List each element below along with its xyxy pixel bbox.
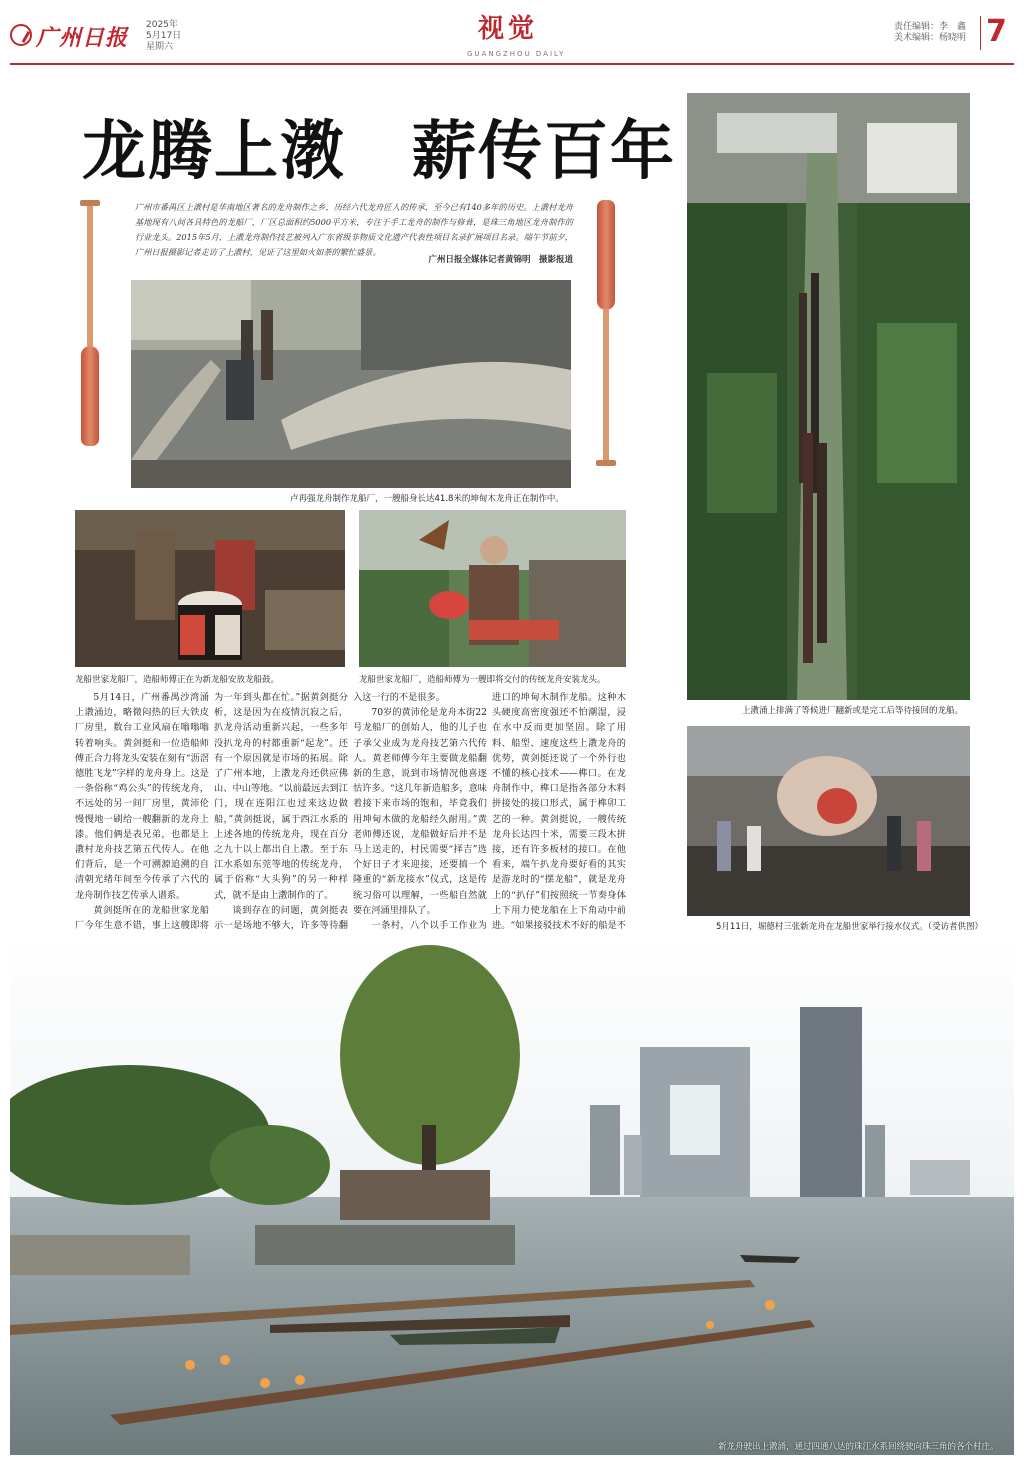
caption-photo-river: 新龙舟驶出上漖涌，通过四通八达的珠江水系回绕驶向珠三角的各个村庄。 bbox=[718, 1442, 999, 1452]
photo-aerial-creek bbox=[687, 93, 970, 700]
caption-photo-dragon-head: 龙船世家龙船厂，造船师傅为一艘即将交付的传统龙舟安装龙头。 bbox=[359, 675, 606, 685]
paddle-left-icon bbox=[78, 200, 102, 446]
page-header bbox=[0, 0, 1024, 64]
header-rule bbox=[10, 63, 1014, 65]
byline: 广州日报全媒体记者黄锦明 摄影报道 bbox=[428, 255, 573, 265]
body-column-1: 5月14日，广州番禺沙湾涌上漖涌边，略微闷热的巨大铁皮厂房里，数台工业风扇在嗡嗡嗡转着响头。黄剑挺和一位造船师傅正合力将龙头安装在刻有“沥滘德胜飞龙”字样的龙舟身上。这是一条俗称“鸡公头”的传统龙舟，不远处的另一间厂房里，黄沛伦慢慢地一刷给一艘翻新的龙舟上漆。他们俩是表兄弟，也都是上漖村龙舟技艺第五代传人。在他们背后，是一个可溯源追溯的自清朝光绪年间至今传承了六代的龙舟制作技艺传承人谱系。 黄剑挺所在的龙船世家龙船厂今年生意不错，事上这艘即将 bbox=[75, 692, 209, 932]
newspaper-logo: 广州日报 bbox=[36, 25, 129, 51]
headline: 龙腾上漖 薪传百年 bbox=[82, 114, 676, 189]
paddle-right-icon bbox=[594, 200, 618, 466]
photo-ceremony bbox=[687, 726, 970, 916]
photo-river-panorama bbox=[10, 935, 1014, 1455]
header-divider bbox=[980, 16, 981, 50]
page-number: 7 bbox=[986, 14, 1007, 49]
photo-workshop bbox=[131, 280, 571, 488]
caption-photo-workshop: 卢再强龙舟制作龙船厂，一艘船身长达41.8米的坤甸木龙舟正在制作中。 bbox=[290, 494, 564, 504]
caption-photo-ceremony: 5月11日，堀德村三张新龙舟在龙船世家举行接水仪式。（受访者供图） bbox=[716, 922, 983, 932]
photo-dragon-head bbox=[359, 510, 626, 667]
section-title: 视觉 bbox=[478, 14, 539, 44]
newspaper-logo-icon bbox=[10, 24, 32, 46]
issue-date: 2025年 5月17日 星期六 bbox=[146, 20, 182, 52]
editor-credits: 责任编辑：李 鑫 美术编辑：杨晓明 bbox=[894, 22, 967, 43]
body-column-3: 入这一行的不是很多。 70岁的黄沛伦是龙舟本街22号龙船厂的创始人，他的儿子也子承父业成为龙舟技艺第六代传人。黄老师傅今年主要做龙船翻新的生意，说到市场情况他喜逐怙许多。“这几年新造船多，意味着接下来市场的饱和，毕竟我们用坤甸木做的龙船经久耐用。”黄老师傅还说，龙船做好后并不是马上送走的，村民需要“择吉”选个好日子才来迎接，还要搞一个隆重的“新龙接水”仪式，这是传统习俗可以理解，一些船自然就要在河涌里排队了。 一条村，八个以手工作业为 bbox=[353, 692, 487, 932]
body-column-2: 为一年到头都在忙。”据黄剑挺分析，这是因为在疫情沉寂之后，扒龙舟活动重新兴起，一些多年没扒龙舟的村都重新“起龙”。还有一个原因就是市场的拓展。除了广州本地，上漖龙舟还供应佛山、中山等地。“以前最远去到江门，现在连阳江也过来这边做船，”黄剑挺说，属于西江水系的上述各地的传统龙舟，现在百分之九十以上都出自上漖。至于东江水系如东莞等地的传统龙舟，属于俗称“大头狗”的另一种样式，就不是由上漖制作的了。 谈到存在的问题，黄剑挺表示一是场地不够大，许多等待翻 bbox=[214, 692, 348, 932]
body-column-4: 进口的坤甸木制作龙船。这种木头硬度高密度强还不怕潮湿，浸在水中反而更加坚固。除了用料、船型、速度这些上漖龙舟的优势，黄剑挺还说了一个外行也不懂的核心技术——榫口。在龙舟制作中，榫口是指各部分木料拼接处的接口形式，属于榫卯工艺的一种。黄剑挺说，一艘传统龙舟长达四十米，需要三段木拼接，还有许多板材的接口。在他看来，端午扒龙舟要好看的其实是游龙时的“摆龙船”，就是龙舟上的“扒仔”们按照统一节奏身体上下用力使龙船在上下角动中前进。“如果接驳技术不好的船是不 bbox=[492, 692, 626, 932]
caption-photo-drum: 龙船世家龙船厂，造船师傅正在为新龙船安放龙船鼓。 bbox=[75, 675, 280, 685]
caption-photo-aerial: 上漖涌上排满了等候进厂翻新或是完工后等待接回的龙船。 bbox=[742, 706, 964, 716]
section-subtitle: GUANGZHOU DAILY bbox=[467, 50, 566, 58]
photo-drum bbox=[75, 510, 345, 667]
lead-paragraph: 广州市番禺区上漖村是华南地区著名的龙舟制作之乡，历经六代龙舟匠人的传承，至今已有140多年的历史。上漖村龙舟基地现有八间各具特色的龙船厂，厂区总面积约5000平方米，专注于手工龙舟的制作与修葺，是珠三角地区龙舟制作的行业龙头。2015年5月，上漖龙舟制作技艺被列入广东省级非物质文化遗产代表性项目名录扩展项目名录。端午节前夕，广州日报摄影记者走访了上漖村，见证了这里如火如荼的繁忙盛景。 bbox=[135, 202, 573, 257]
